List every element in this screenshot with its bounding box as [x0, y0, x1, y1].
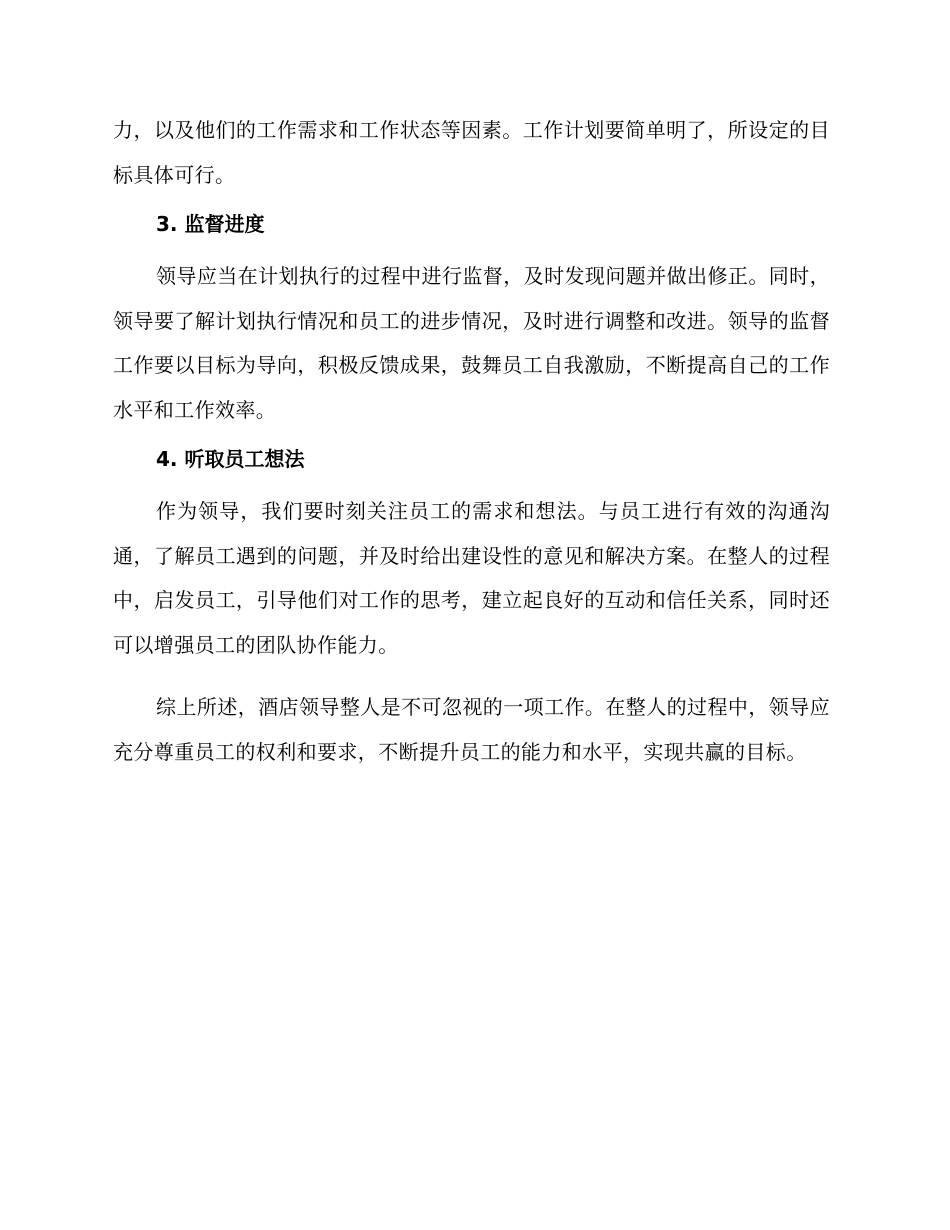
paragraph-conclusion: 综上所述，酒店领导整人是不可忽视的一项工作。在整人的过程中，领导应充分尊重员工的权利和要求，不断提升员工的能力和水平，实现共赢的目标。 — [113, 695, 830, 764]
paragraph-listen-to-employees: 作为领导，我们要时刻关注员工的需求和想法。与员工进行有效的沟通沟通，了解员工遇到的问题，并及时给出建设性的意见和解决方案。在整人的过程中，启发员工，引导他们对工作的思考，建立起良好的互动和信任关系，同时还可以增强员工的团队协作能力。 — [113, 499, 830, 657]
paragraph-monitor-progress: 领导应当在计划执行的过程中进行监督，及时发现问题并做出修正。同时，领导要了解计划执行情况和员工的进步情况，及时进行调整和改进。领导的监督工作要以目标为导向，积极反馈成果，鼓舞员工自我激励，不断提高自己的工作水平和工作效率。 — [113, 264, 830, 422]
document-page — [113, 108, 830, 774]
paragraph-continued: 力，以及他们的工作需求和工作状态等因素。工作计划要简单明了，所设定的目标具体可行。 — [113, 118, 830, 187]
section-heading-monitor-progress: 3. 监督进度 — [156, 212, 265, 236]
section-heading-listen-to-employees: 4. 听取员工想法 — [156, 447, 305, 471]
